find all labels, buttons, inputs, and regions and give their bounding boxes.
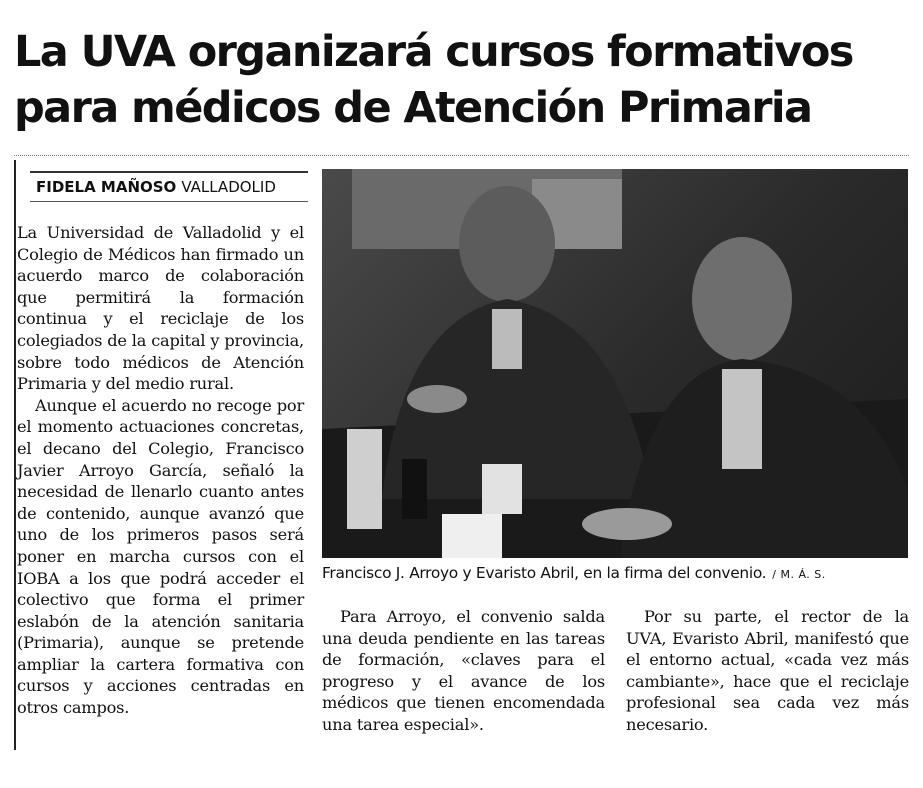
- photo-caption: [322, 562, 908, 586]
- caption-text: Francisco J. Arroyo y Evaristo Abril, en la firma del convenio.: [322, 564, 767, 582]
- photo-illustration: [322, 169, 908, 558]
- paragraph: La Universidad de Valladolid y el Colegio de Médicos han firmado un acuerdo marco de colaboración que permitirá la formación continua y el reciclaje de los colegiados de la capital y provincia, sobre todo médicos de Atención Primaria y del medio rural.: [17, 223, 304, 394]
- column-rule: [14, 160, 16, 750]
- article-column-1: [17, 222, 304, 719]
- section-divider: [14, 155, 909, 156]
- photo-credit: / M. Á. S.: [772, 568, 826, 581]
- article-column-3: [626, 606, 909, 736]
- byline-city: VALLADOLID: [181, 178, 276, 196]
- news-photo: [322, 169, 908, 558]
- byline: [30, 171, 308, 202]
- article-column-2: [322, 606, 605, 736]
- headline-line-2: para médicos de Atención Primaria: [14, 83, 812, 133]
- byline-author: FIDELA MAÑOSO: [36, 178, 177, 196]
- headline: [14, 24, 909, 136]
- paragraph: Por su parte, el rector de la UVA, Evaristo Abril, manifestó que el entorno actual, «cada vez más cambiante», hace que el reciclaje profesional sea cada vez más necesario.: [626, 607, 909, 734]
- paragraph: Para Arroyo, el convenio salda una deuda pendiente en las tareas de formación, «claves para el progreso y el avance de los médicos que tienen encomendada una tarea especial».: [322, 607, 605, 734]
- paragraph: Aunque el acuerdo no recoge por el momento actuaciones concretas, el decano del Colegio, Francisco Javier Arroyo García, señaló la necesidad de llenarlo cuanto antes de contenido, aunque avanzó que uno de los primeros pasos será poner en marcha cursos con el IOBA a los que podrá acceder el colectivo que forma el primer eslabón de la atención sanitaria (Primaria), aunque se pretende ampliar la cartera formativa con cursos y acciones centradas en otros campos.: [17, 395, 304, 718]
- headline-line-1: La UVA organizará cursos formativos: [14, 27, 853, 77]
